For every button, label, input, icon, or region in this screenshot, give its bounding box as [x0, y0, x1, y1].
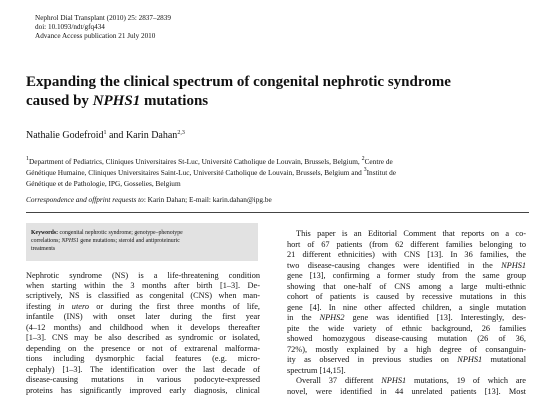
- text-line: scriptively, NS is classified as congenital (CNS) when man-: [26, 291, 260, 300]
- text-line: when starting within the 3 months after birth [1–3]. De-: [26, 281, 260, 290]
- author-2: Karin Dahan: [125, 130, 178, 141]
- text-line: showed homozygous disease-causing mutation (26 of 36,: [287, 334, 526, 343]
- article-title: [26, 73, 451, 111]
- title-line-1: Expanding the clinical spectrum of congenital nephrotic syndrome: [26, 74, 451, 90]
- author-1: Nathalie Godefroid: [26, 130, 104, 141]
- text-line: hort of 67 patients (from 62 different families belonging to: [287, 240, 526, 249]
- keywords-line-2: correlations; NPHS1 gene mutations; steroid and antiproteinuric: [31, 238, 180, 244]
- text-line: cephaly) [1–3]. The identification over the last decade of: [26, 365, 260, 374]
- text-line: in the NPHS2 gene was identified [13]. Interestingly, des-: [287, 313, 526, 322]
- affiliation-line-3: Génétique et de Pathologie, IPG, Gosselies, Belgium: [26, 179, 181, 188]
- text-line: pite the wide variety of ethnic background, 26 families: [287, 324, 526, 333]
- text-line: novel, were identified in 44 unrelated patients [13]. Most: [287, 387, 526, 396]
- correspondence: [26, 195, 272, 204]
- text-line: disease-causing mutations in various podocyte-expressed: [26, 375, 260, 384]
- text-line: ifesting in utero or during the first three months of life,: [26, 302, 260, 311]
- text-line: Nephrotic syndrome (NS) is a life-threatening condition: [26, 271, 260, 280]
- text-line: Overall 37 different NPHS1 mutations, 19 of which are: [296, 376, 526, 385]
- author-list: [26, 130, 185, 141]
- correspondence-label: Correspondence and offprint requests to: [26, 195, 144, 204]
- text-line: cohort of patients is caused by recessive mutations in this: [287, 292, 526, 301]
- text-line: ity as observed in previous studies on NPHS1 mutational: [287, 355, 526, 364]
- advance-access: Advance Access publication 21 July 2010: [35, 32, 156, 40]
- text-line: depending on the presence or not of extrarenal malforma-: [26, 344, 260, 353]
- text-line: gene [13], confirming a former study from the same group: [287, 271, 526, 280]
- doi: doi: 10.1093/ndt/gfq434: [35, 23, 105, 31]
- title-line-2-pre: caused by: [26, 93, 93, 109]
- text-line: infantile (INS) with onset later during the first year: [26, 312, 260, 321]
- text-line: [1–3]. CNS may be also described as syndromic or isolated,: [26, 333, 260, 342]
- author-and: and: [106, 130, 126, 141]
- text-line: showing that one-half of CNS among a large multi-ethnic: [287, 282, 526, 291]
- title-line-2-post: mutations: [140, 93, 209, 109]
- affiliation-line-1: $^1$Department of Pediatrics, Cliniques Universitaires St-Luc, Université Catholique de Louvain, Brussels, Belgium, $^2$Centre de: [26, 156, 393, 166]
- text-line: This paper is an Editorial Comment that reports on a co-: [296, 229, 526, 238]
- affiliation-line-2: Génétique Humaine, Cliniques Universitaires Saint-Luc, Université Catholique de Louvain, Brussels, Belgium and $^3$Institut de: [26, 167, 397, 177]
- text-line: 21 different ethnicities) with CNS [13]. In 36 families, the: [287, 250, 526, 259]
- text-line: gene [4]. In nine other affected children, a single mutation: [287, 303, 526, 312]
- keywords-line-1: Keywords: congenital nephrotic syndrome; genotype–phenotype: [31, 230, 183, 236]
- title-gene: NPHS1: [92, 93, 141, 109]
- divider: [26, 212, 529, 213]
- text-line: spectrum [14,15].: [287, 366, 346, 375]
- keywords-label: Keywords:: [31, 230, 59, 236]
- text-line: proteins has significantly improved early diagnosis, clinical: [26, 386, 260, 395]
- correspondence-text: : Karin Dahan; E-mail: karin.dahan@ipg.be: [143, 195, 272, 204]
- author-1-affil: 1: [103, 130, 107, 136]
- text-line: two disease-causing changes were identified in the NPHS1: [287, 261, 526, 270]
- text-line: 72%), mostly explained by a high degree of consanguin-: [287, 345, 526, 354]
- text-line: (4–12 months) and childhood when it develops thereafter: [26, 323, 260, 332]
- text-line: tions including dysmorphic facial features (e.g. micro-: [26, 354, 260, 363]
- keywords-line-3: treatments: [31, 246, 56, 252]
- author-2-affil: 2,3: [177, 130, 185, 136]
- journal-citation: Nephrol Dial Transplant (2010) 25: 2837–2839: [35, 14, 171, 22]
